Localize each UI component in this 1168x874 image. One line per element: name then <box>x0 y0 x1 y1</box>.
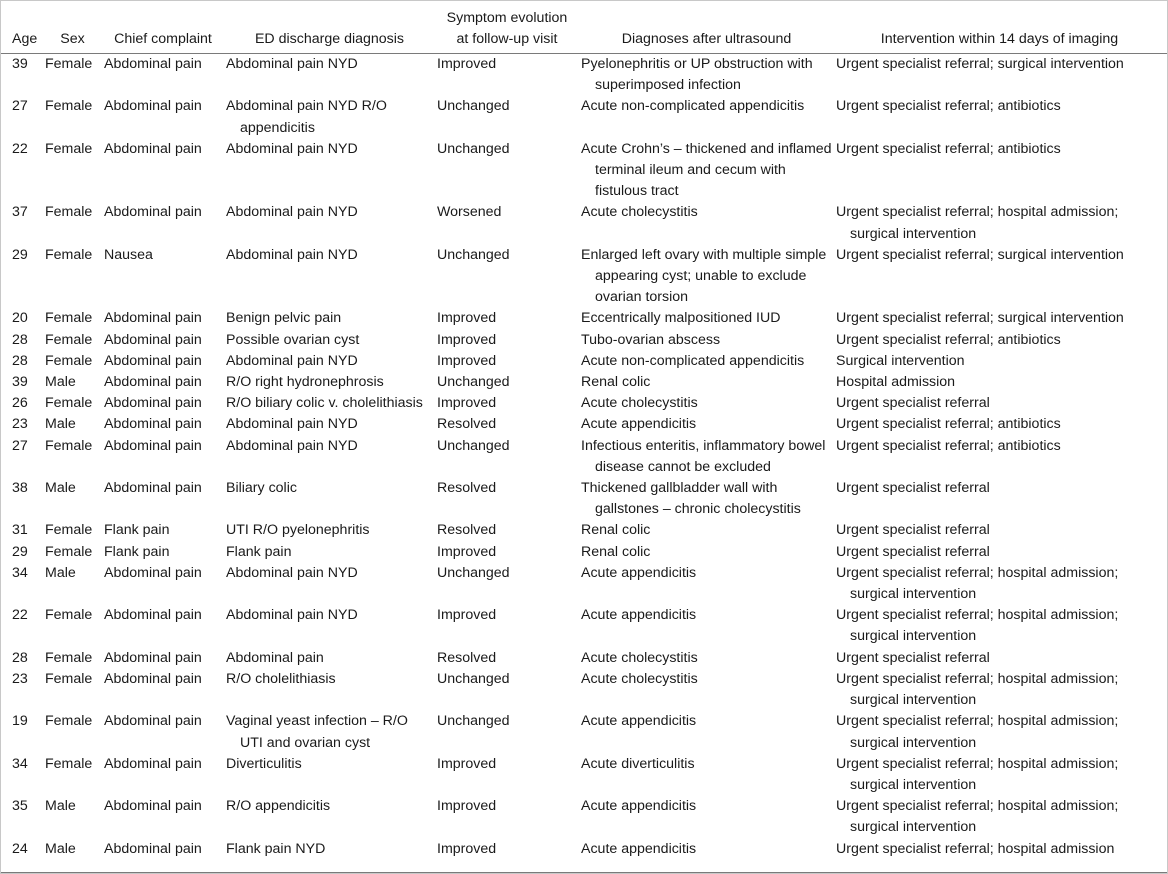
header-age: Age <box>12 30 38 47</box>
cell-ed-diagnosis: R/O right hydronephrosis <box>226 374 384 391</box>
cell-age: 39 <box>12 56 28 72</box>
table-row <box>1 436 1167 478</box>
cell-sex: Male <box>45 798 76 815</box>
cell-symptom-evolution: Resolved <box>437 522 497 539</box>
cell-intervention: Urgent specialist referral <box>836 649 990 666</box>
table-row <box>1 372 1167 393</box>
table-row <box>1 478 1167 520</box>
cell-ed-diagnosis: Vaginal yeast infection – R/O UTI and ovarian cyst <box>226 713 408 751</box>
table-row <box>1 839 1167 862</box>
cell-ed-diagnosis: Possible ovarian cyst <box>226 331 360 348</box>
cell-symptom-evolution: Improved <box>437 755 497 772</box>
cell-intervention: Hospital admission <box>836 374 956 391</box>
cell-sex: Female <box>45 437 93 454</box>
cell-symptom-evolution: Unchanged <box>437 437 510 454</box>
cell-intervention: Urgent specialist referral; hospital admission; surgical intervention <box>836 755 1119 793</box>
cell-sex: Female <box>45 246 93 263</box>
cell-intervention: Urgent specialist referral <box>836 395 990 412</box>
cell-chief-complaint: Abdominal pain <box>104 416 202 433</box>
cell-sex: Female <box>45 395 93 412</box>
header-diagnoses-after-ultrasound: Diagnoses after ultrasound <box>621 30 792 47</box>
cell-age: 31 <box>12 522 28 539</box>
cell-symptom-evolution: Improved <box>437 798 497 815</box>
cell-intervention: Urgent specialist referral; antibiotics <box>836 416 1061 433</box>
cell-age: 23 <box>12 416 28 433</box>
cell-sex: Female <box>45 352 93 369</box>
cell-diagnosis-after-ultrasound: Acute diverticulitis <box>581 755 695 772</box>
cell-age: 34 <box>12 755 28 772</box>
cell-sex: Female <box>45 649 93 666</box>
cell-intervention: Urgent specialist referral; hospital admission; surgical intervention <box>836 713 1119 751</box>
cell-diagnosis-after-ultrasound: Acute appendicitis <box>581 564 697 581</box>
header-symptom-evolution <box>437 1 581 54</box>
cell-diagnosis-after-ultrasound: Thickened gallbladder wall with gallstones – chronic cholecystitis <box>581 480 801 518</box>
table-row <box>1 796 1167 838</box>
table-row <box>1 308 1167 329</box>
cell-ed-diagnosis: R/O cholelithiasis <box>226 670 336 687</box>
cell-intervention: Urgent specialist referral <box>836 522 990 539</box>
cell-ed-diagnosis: Flank pain NYD <box>226 840 326 857</box>
cell-ed-diagnosis: Abdominal pain NYD <box>226 204 358 221</box>
cell-diagnosis-after-ultrasound: Acute appendicitis <box>581 840 697 857</box>
cell-chief-complaint: Abdominal pain <box>104 649 202 666</box>
cell-symptom-evolution: Improved <box>437 607 497 624</box>
cell-chief-complaint: Abdominal pain <box>104 204 202 221</box>
header-symptom-line1: Symptom evolution <box>446 9 568 26</box>
cell-ed-diagnosis: Benign pelvic pain <box>226 310 342 327</box>
cell-diagnosis-after-ultrasound: Enlarged left ovary with multiple simple appearing cyst; unable to exclude ovarian torsion <box>581 246 827 306</box>
cell-intervention: Surgical intervention <box>836 352 965 369</box>
cell-age: 27 <box>12 437 28 454</box>
table-row <box>1 605 1167 647</box>
cell-symptom-evolution: Unchanged <box>437 564 510 581</box>
cell-chief-complaint: Flank pain <box>104 543 170 560</box>
cell-ed-diagnosis: UTI R/O pyelonephritis <box>226 522 370 539</box>
cell-diagnosis-after-ultrasound: Acute appendicitis <box>581 798 697 815</box>
cell-chief-complaint: Abdominal pain <box>104 670 202 687</box>
cell-symptom-evolution: Worsened <box>437 204 502 221</box>
table-body <box>1 54 1167 862</box>
cell-intervention: Urgent specialist referral; antibiotics <box>836 98 1061 115</box>
cell-ed-diagnosis: Abdominal pain NYD <box>226 246 358 263</box>
cell-diagnosis-after-ultrasound: Acute non-complicated appendicitis <box>581 352 805 369</box>
cell-chief-complaint: Abdominal pain <box>104 564 202 581</box>
cell-chief-complaint: Abdominal pain <box>104 310 202 327</box>
cell-chief-complaint: Abdominal pain <box>104 798 202 815</box>
table-row <box>1 245 1167 309</box>
cell-symptom-evolution: Unchanged <box>437 670 510 687</box>
cell-symptom-evolution: Resolved <box>437 416 497 433</box>
cell-age: 37 <box>12 204 28 221</box>
cell-chief-complaint: Abdominal pain <box>104 607 202 624</box>
table-row <box>1 414 1167 435</box>
cell-diagnosis-after-ultrasound: Pyelonephritis or UP obstruction with superimposed infection <box>581 56 813 94</box>
cell-age: 22 <box>12 140 28 157</box>
cell-age: 24 <box>12 840 28 857</box>
cell-intervention: Urgent specialist referral <box>836 480 990 497</box>
cell-diagnosis-after-ultrasound: Infectious enteritis, inflammatory bowel disease cannot be excluded <box>581 437 826 475</box>
cell-intervention: Urgent specialist referral; hospital admission; surgical intervention <box>836 564 1119 603</box>
cell-sex: Male <box>45 416 76 433</box>
cell-intervention: Urgent specialist referral; surgical intervention <box>836 246 1124 263</box>
cell-intervention: Urgent specialist referral <box>836 543 990 560</box>
table-row <box>1 54 1167 96</box>
cell-sex: Male <box>45 374 76 391</box>
cell-age: 29 <box>12 246 28 263</box>
cell-ed-diagnosis: Abdominal pain NYD <box>226 607 358 624</box>
cell-symptom-evolution: Improved <box>437 352 497 369</box>
cell-symptom-evolution: Unchanged <box>437 374 510 391</box>
cell-diagnosis-after-ultrasound: Acute cholecystitis <box>581 204 698 221</box>
cell-diagnosis-after-ultrasound: Acute appendicitis <box>581 607 697 624</box>
table-row <box>1 202 1167 244</box>
cell-ed-diagnosis: Abdominal pain NYD R/O appendicitis <box>226 98 387 136</box>
header-symptom-line2: at follow-up visit <box>456 30 558 47</box>
cell-ed-diagnosis: Abdominal pain NYD <box>226 352 358 369</box>
cell-age: 29 <box>12 543 28 560</box>
cell-age: 38 <box>12 480 28 497</box>
cell-age: 22 <box>12 607 28 624</box>
cell-symptom-evolution: Improved <box>437 395 497 412</box>
cell-sex: Female <box>45 543 93 560</box>
cell-ed-diagnosis: Abdominal pain NYD <box>226 56 358 72</box>
cell-age: 26 <box>12 395 28 412</box>
header-chief-complaint: Chief complaint <box>114 30 212 47</box>
cell-sex: Female <box>45 310 93 327</box>
cell-sex: Female <box>45 670 93 687</box>
table-row <box>1 542 1167 563</box>
cell-symptom-evolution: Improved <box>437 840 497 857</box>
cell-sex: Female <box>45 331 93 348</box>
cell-sex: Female <box>45 204 93 221</box>
table-row <box>1 393 1167 414</box>
cell-symptom-evolution: Resolved <box>437 649 497 666</box>
table-row <box>1 96 1167 138</box>
cell-symptom-evolution: Unchanged <box>437 713 510 730</box>
cell-age: 27 <box>12 98 28 115</box>
cell-diagnosis-after-ultrasound: Acute appendicitis <box>581 713 697 730</box>
cell-sex: Female <box>45 98 93 115</box>
cell-intervention: Urgent specialist referral; antibiotics <box>836 437 1061 454</box>
table-row <box>1 563 1167 605</box>
cell-ed-diagnosis: Abdominal pain <box>226 649 324 666</box>
cell-ed-diagnosis: Abdominal pain NYD <box>226 416 358 433</box>
cell-age: 28 <box>12 352 28 369</box>
cell-diagnosis-after-ultrasound: Renal colic <box>581 543 651 560</box>
cell-diagnosis-after-ultrasound: Renal colic <box>581 522 651 539</box>
table-row <box>1 520 1167 541</box>
cell-symptom-evolution: Improved <box>437 331 497 348</box>
patient-outcomes-table <box>1 1 1167 862</box>
cell-chief-complaint: Abdominal pain <box>104 713 202 730</box>
cell-ed-diagnosis: Biliary colic <box>226 480 297 497</box>
cell-intervention: Urgent specialist referral; hospital admission <box>836 840 1115 857</box>
table-row <box>1 669 1167 711</box>
cell-chief-complaint: Abdominal pain <box>104 56 202 72</box>
cell-diagnosis-after-ultrasound: Tubo-ovarian abscess <box>581 331 721 348</box>
cell-diagnosis-after-ultrasound: Acute cholecystitis <box>581 649 698 666</box>
cell-diagnosis-after-ultrasound: Eccentrically malpositioned IUD <box>581 310 781 327</box>
cell-symptom-evolution: Improved <box>437 56 497 72</box>
cell-ed-diagnosis: R/O biliary colic v. cholelithiasis <box>226 395 423 412</box>
cell-diagnosis-after-ultrasound: Acute Crohn’s – thickened and inflamed terminal ileum and cecum with fistulous tract <box>581 140 832 200</box>
table-row <box>1 648 1167 669</box>
cell-sex: Female <box>45 140 93 157</box>
header-sex: Sex <box>60 30 85 47</box>
cell-chief-complaint: Abdominal pain <box>104 755 202 772</box>
cell-symptom-evolution: Resolved <box>437 480 497 497</box>
cell-age: 19 <box>12 713 28 730</box>
cell-sex: Female <box>45 755 93 772</box>
cell-ed-diagnosis: Flank pain <box>226 543 292 560</box>
cell-chief-complaint: Abdominal pain <box>104 437 202 454</box>
cell-ed-diagnosis: R/O appendicitis <box>226 798 331 815</box>
cell-chief-complaint: Abdominal pain <box>104 840 202 857</box>
table-row <box>1 351 1167 372</box>
table-row <box>1 330 1167 351</box>
cell-intervention: Urgent specialist referral; surgical intervention <box>836 310 1124 327</box>
cell-sex: Male <box>45 564 76 581</box>
cell-age: 35 <box>12 798 28 815</box>
cell-symptom-evolution: Unchanged <box>437 246 510 263</box>
cell-chief-complaint: Abdominal pain <box>104 331 202 348</box>
cell-diagnosis-after-ultrasound: Acute non-complicated appendicitis <box>581 98 805 115</box>
cell-ed-diagnosis: Abdominal pain NYD <box>226 140 358 157</box>
cell-sex: Female <box>45 522 93 539</box>
cell-age: 34 <box>12 564 28 581</box>
cell-chief-complaint: Abdominal pain <box>104 140 202 157</box>
cell-intervention: Urgent specialist referral; antibiotics <box>836 140 1061 157</box>
cell-diagnosis-after-ultrasound: Acute appendicitis <box>581 416 697 433</box>
cell-symptom-evolution: Unchanged <box>437 98 510 115</box>
cell-age: 23 <box>12 670 28 687</box>
bottom-rule <box>1 872 1167 873</box>
cell-intervention: Urgent specialist referral; antibiotics <box>836 331 1061 348</box>
cell-age: 20 <box>12 310 28 327</box>
cell-symptom-evolution: Unchanged <box>437 140 510 157</box>
cell-sex: Female <box>45 713 93 730</box>
cell-diagnosis-after-ultrasound: Renal colic <box>581 374 651 391</box>
table-row <box>1 754 1167 796</box>
cell-sex: Female <box>45 607 93 624</box>
cell-chief-complaint: Abdominal pain <box>104 374 202 391</box>
cell-age: 28 <box>12 649 28 666</box>
cell-sex: Male <box>45 840 76 857</box>
header-row <box>1 1 1167 54</box>
cell-diagnosis-after-ultrasound: Acute cholecystitis <box>581 670 698 687</box>
cell-ed-diagnosis: Diverticulitis <box>226 755 302 772</box>
cell-chief-complaint: Abdominal pain <box>104 352 202 369</box>
cell-intervention: Urgent specialist referral; hospital admission; surgical intervention <box>836 204 1119 242</box>
cell-intervention: Urgent specialist referral; hospital admission; surgical intervention <box>836 670 1119 709</box>
cell-ed-diagnosis: Abdominal pain NYD <box>226 437 358 454</box>
cell-chief-complaint: Flank pain <box>104 522 170 539</box>
table-row <box>1 139 1167 203</box>
header-intervention: Intervention within 14 days of imaging <box>880 30 1119 47</box>
cell-sex: Male <box>45 480 76 497</box>
cell-symptom-evolution: Improved <box>437 310 497 327</box>
cell-diagnosis-after-ultrasound: Acute cholecystitis <box>581 395 698 412</box>
cell-chief-complaint: Abdominal pain <box>104 480 202 497</box>
table-row <box>1 711 1167 753</box>
cell-ed-diagnosis: Abdominal pain NYD <box>226 564 358 581</box>
cell-intervention: Urgent specialist referral; hospital admission; surgical intervention <box>836 798 1119 836</box>
header-ed-diagnosis: ED discharge diagnosis <box>254 30 405 47</box>
cell-chief-complaint: Abdominal pain <box>104 395 202 412</box>
cell-sex: Female <box>45 56 93 72</box>
cell-age: 28 <box>12 331 28 348</box>
cell-chief-complaint: Nausea <box>104 246 153 263</box>
cell-intervention: Urgent specialist referral; hospital admission; surgical intervention <box>836 607 1119 645</box>
cell-age: 39 <box>12 374 28 391</box>
cell-intervention: Urgent specialist referral; surgical intervention <box>836 56 1124 72</box>
cell-chief-complaint: Abdominal pain <box>104 98 202 115</box>
cell-symptom-evolution: Improved <box>437 543 497 560</box>
